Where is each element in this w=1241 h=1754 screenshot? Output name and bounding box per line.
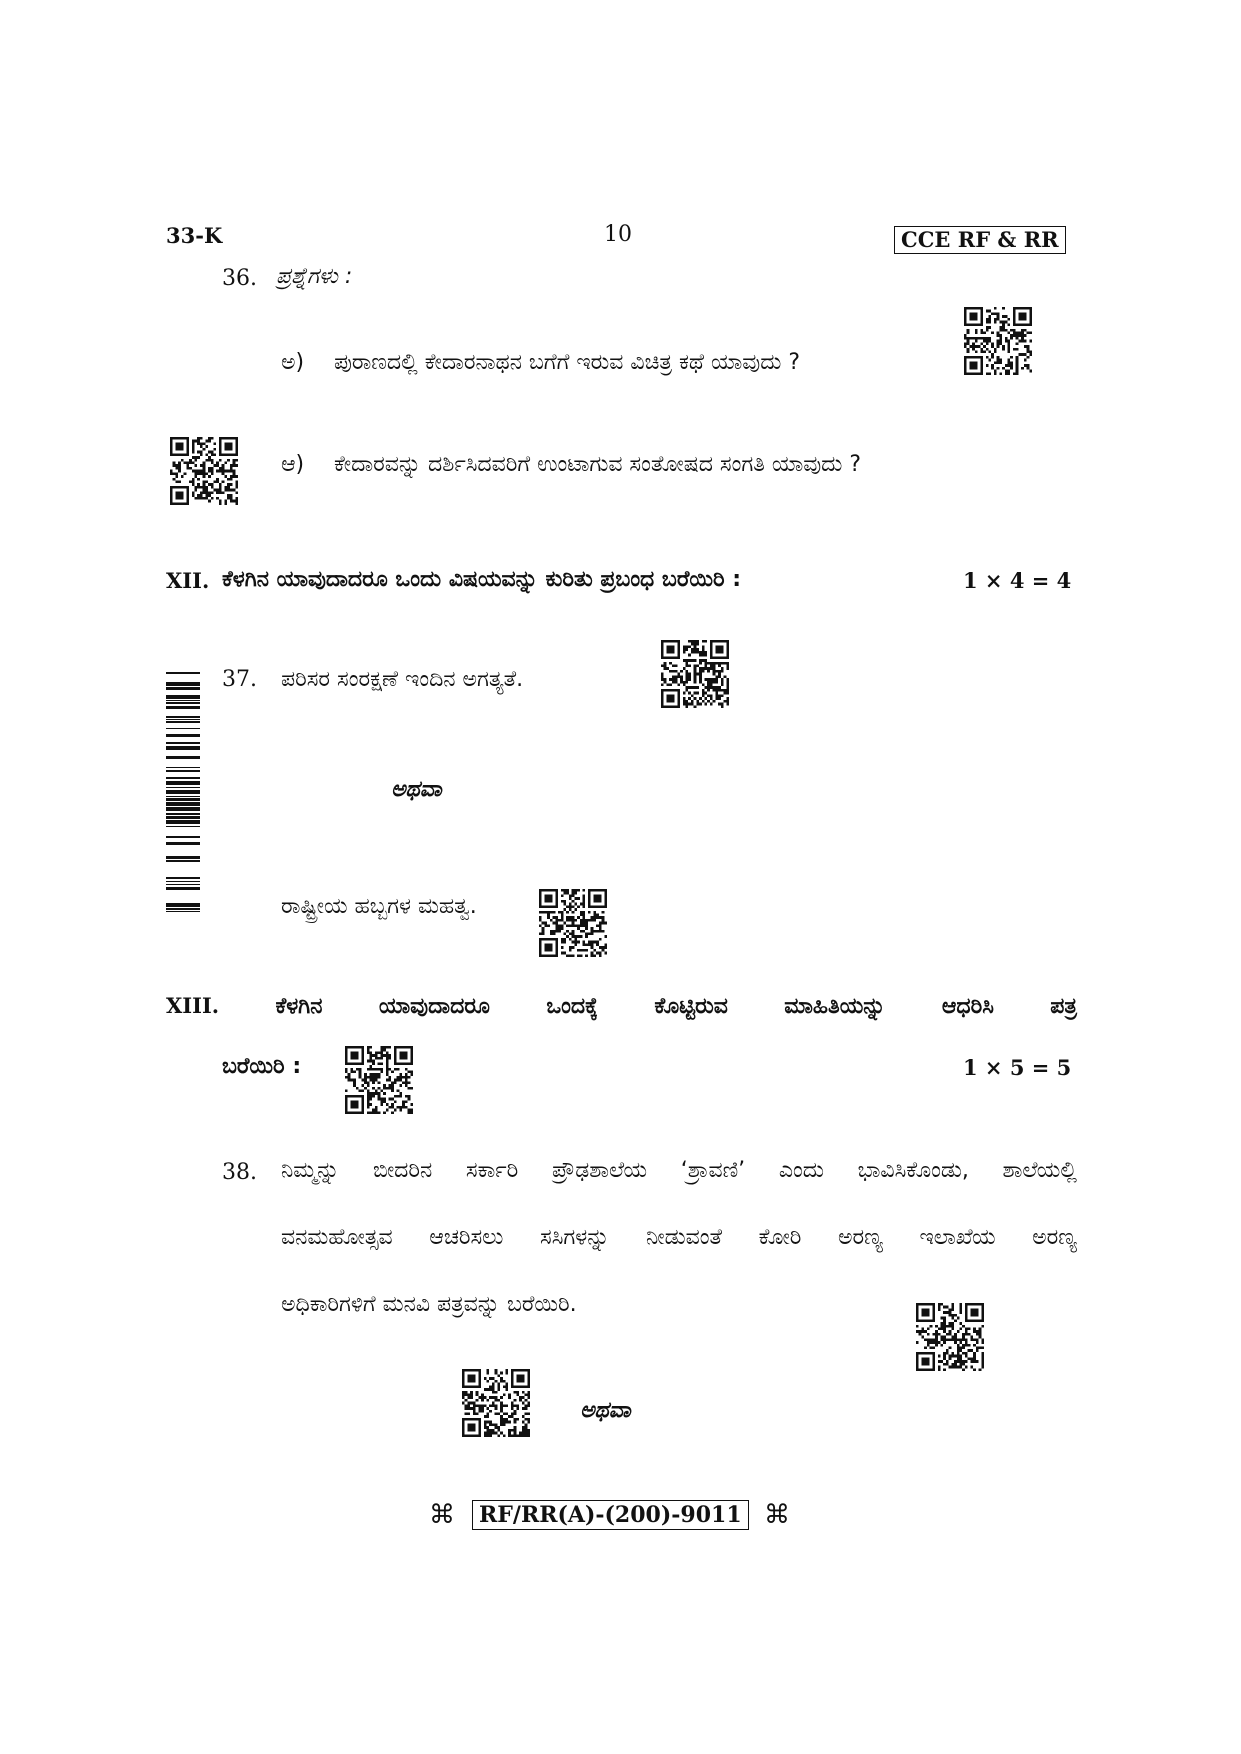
question-37-number: 37.	[222, 667, 257, 692]
question-38-word: ವನಮಹೋತ್ಸವ	[281, 1225, 393, 1250]
section-13-word: ಆಧರಿಸಿ	[941, 994, 994, 1019]
qr-code-icon	[916, 1303, 984, 1371]
section-13-word: ಪತ್ರ	[1050, 994, 1077, 1019]
barcode-icon	[166, 668, 200, 923]
qr-code-icon	[462, 1369, 530, 1437]
section-13-roman: XIII.	[166, 993, 220, 1018]
qr-code-icon	[170, 437, 238, 505]
question-38-word: ಸರ್ಕಾರಿ	[465, 1158, 519, 1183]
or-divider: ಅಥವಾ	[391, 777, 442, 802]
question-38-line1	[281, 1158, 1077, 1183]
question-38-word: ಅರಣ್ಯ	[838, 1225, 883, 1250]
question-38-line2	[281, 1225, 1077, 1250]
question-38-word: ನೀಡುವಂತೆ	[646, 1225, 723, 1250]
section-12-marks: 1 × 4 = 4	[963, 568, 1072, 593]
qr-code-icon	[964, 307, 1032, 375]
section-12-instruction: ಕೆಳಗಿನ ಯಾವುದಾದರೂ ಒಂದು ವಿಷಯವನ್ನು ಕುರಿತು ಪ್ರಬಂಧ ಬರೆಯಿರಿ :	[222, 567, 742, 592]
question-38-word: ನಿಮ್ಮನ್ನು	[281, 1158, 340, 1183]
question-38-word: ಇಲಾಖೆಯ	[919, 1225, 996, 1250]
question-38-word: ಎಂದು	[778, 1158, 824, 1183]
question-36b-marker: ಆ)	[281, 452, 305, 477]
command-symbol-icon: ⌘	[429, 1500, 455, 1530]
question-38-word: ಕೋರಿ	[758, 1225, 802, 1250]
section-13-word: ಯಾವುದಾದರೂ	[378, 994, 490, 1019]
page-number: 10	[604, 222, 632, 247]
section-13-word: ಒಂದಕ್ಕೆ	[546, 994, 598, 1019]
section-13-marks: 1 × 5 = 5	[963, 1055, 1072, 1080]
question-37-text: ಪರಿಸರ ಸಂರಕ್ಷಣೆ ಇಂದಿನ ಅಗತ್ಯತೆ.	[281, 667, 524, 692]
question-38-word: ಅರಣ್ಯ	[1032, 1225, 1077, 1250]
question-36b-text: ಕೇದಾರವನ್ನು ದರ್ಶಿಸಿದವರಿಗೆ ಉಂಟಾಗುವ ಸಂತೋಷದ ಸಂಗತಿ ಯಾವುದು ?	[334, 452, 862, 477]
section-12-roman: XII.	[166, 568, 210, 593]
paper-code: 33-K	[166, 223, 223, 248]
question-38-line3: ಅಧಿಕಾರಿಗಳಿಗೆ ಮನವಿ ಪತ್ರವನ್ನು ಬರೆಯಿರಿ.	[281, 1292, 577, 1317]
section-13-word: ಕೆಳಗಿನ	[275, 994, 323, 1019]
qr-code-icon	[661, 640, 729, 708]
qr-code-icon	[539, 889, 607, 957]
question-38-word: ಭಾವಿಸಿಕೊಂಡು,	[857, 1158, 969, 1183]
question-38-word: ಸಸಿಗಳನ್ನು	[540, 1225, 610, 1250]
section-13-word: ಕೊಟ್ಟಿರುವ	[654, 994, 728, 1019]
section-13-line1	[166, 993, 1077, 1019]
question-37-alt-text: ರಾಷ್ಟ್ರೀಯ ಹಬ್ಬಗಳ ಮಹತ್ವ.	[281, 894, 477, 919]
question-38-word: ಪ್ರೌಢಶಾಲೆಯ	[551, 1158, 648, 1183]
question-38-word: ‘ಶ್ರಾವಣಿ’	[680, 1158, 746, 1183]
section-13-word: ಮಾಹಿತಿಯನ್ನು	[784, 994, 886, 1019]
section-13-line2: ಬರೆಯಿರಿ :	[222, 1054, 302, 1079]
footer-code-box: RF/RR(A)-(200)-9011	[472, 1500, 749, 1530]
question-38-word: ಆಚರಿಸಲು	[429, 1225, 504, 1250]
or-divider: ಅಥವಾ	[580, 1398, 631, 1423]
question-36a-marker: ಅ)	[281, 350, 305, 375]
question-36a-text: ಪುರಾಣದಲ್ಲಿ ಕೇದಾರನಾಥನ ಬಗೆಗೆ ಇರುವ ವಿಚಿತ್ರ ಕಥೆ ಯಾವುದು ?	[334, 350, 801, 375]
exam-code-box: CCE RF & RR	[894, 226, 1066, 254]
question-36-title: ಪ್ರಶ್ನೆಗಳು :	[276, 264, 353, 289]
question-36-number: 36.	[222, 266, 257, 291]
command-symbol-icon: ⌘	[764, 1500, 790, 1530]
qr-code-icon	[345, 1046, 413, 1114]
question-38-word: ಶಾಲೆಯಲ್ಲಿ	[1002, 1158, 1077, 1183]
question-38-word: ಬೀದರಿನ	[373, 1158, 433, 1183]
question-38-number: 38.	[222, 1160, 257, 1185]
